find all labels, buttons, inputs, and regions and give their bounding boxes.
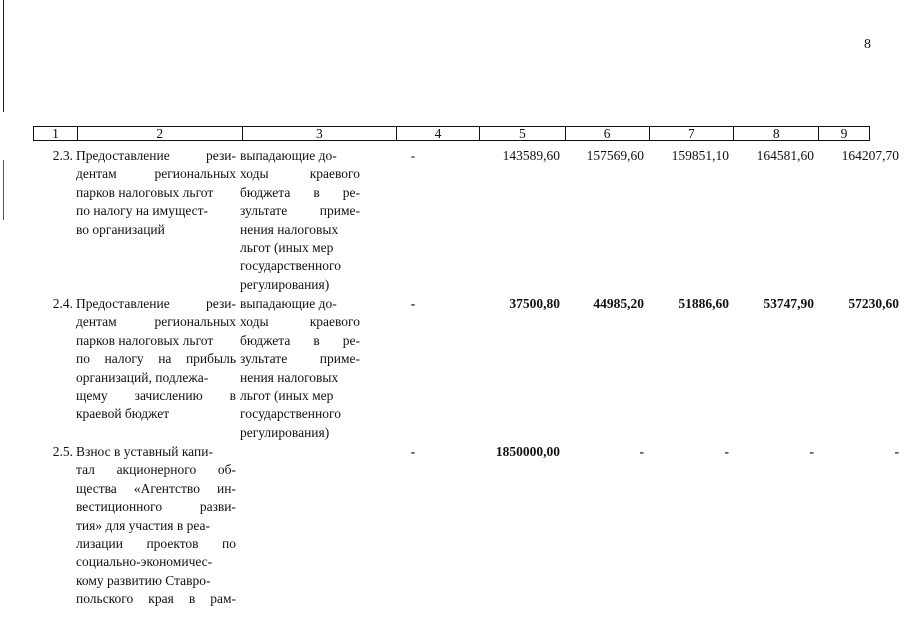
- target-line: льгот (иных мер: [240, 240, 334, 256]
- target-line: ходы краевого: [240, 166, 360, 182]
- description-line: дентам региональных: [76, 166, 236, 182]
- col9-value: 164207,70: [841, 148, 899, 163]
- col6-value: -: [639, 444, 644, 459]
- description-line: по налогу на прибыль: [76, 351, 236, 367]
- row-target-indicator: [240, 295, 360, 442]
- description-line: во организаций: [76, 221, 165, 237]
- target-line: выпадающие до-: [240, 148, 337, 163]
- row-target-indicator: [240, 147, 360, 294]
- col5-value: 143589,60: [502, 148, 560, 163]
- target-line: регулирования): [240, 424, 330, 440]
- row-number: 2.5.: [52, 444, 73, 459]
- col6-value: 157569,60: [586, 148, 644, 163]
- col7-value: 51886,60: [678, 296, 729, 311]
- description-line: дентам региональных: [76, 314, 236, 330]
- col8-value: -: [809, 444, 814, 459]
- col8-value: 53747,90: [763, 296, 814, 311]
- table-header-row: [33, 126, 870, 141]
- description-line: кому развитию Ставро-: [76, 572, 211, 588]
- target-line: государственного: [240, 406, 341, 422]
- description-line: социально-экономичес-: [76, 554, 213, 570]
- target-line: бюджета в ре-: [240, 184, 360, 200]
- description-line: парков налоговых льгот: [76, 184, 214, 200]
- description-line: лизации проектов по: [76, 536, 236, 552]
- description-line: вестиционного разви-: [76, 499, 236, 515]
- col7-value: 159851,10: [671, 148, 729, 163]
- col4-value: -: [410, 148, 416, 163]
- col6-value: 44985,20: [593, 296, 644, 311]
- description-line: по налогу на имущест-: [76, 203, 209, 219]
- target-line: государственного: [240, 258, 341, 274]
- description-line: тал акционерного об-: [76, 462, 236, 478]
- col7-value: -: [724, 444, 729, 459]
- col8-value: 164581,60: [756, 148, 814, 163]
- col5-value: 1850000,00: [495, 444, 560, 459]
- target-line: зультате приме-: [240, 203, 360, 219]
- col5-value: 37500,80: [509, 296, 560, 311]
- header-cell-2: 2: [77, 127, 242, 140]
- col9-value: -: [894, 444, 899, 459]
- header-cell-7: 7: [649, 127, 734, 140]
- header-cell-9: 9: [818, 127, 869, 140]
- target-line: регулирования): [240, 276, 330, 292]
- description-line: Предоставление рези-: [76, 296, 236, 311]
- description-line: щества «Агентство ин-: [76, 480, 236, 496]
- description-line: Предоставление рези-: [76, 148, 236, 163]
- target-line: нения налоговых: [240, 221, 339, 237]
- header-cell-8: 8: [733, 127, 818, 140]
- header-cell-3: 3: [242, 127, 397, 140]
- col4-value: -: [410, 296, 416, 311]
- col9-value: 57230,60: [848, 296, 899, 311]
- description-line: Взнос в уставный капи-: [76, 444, 213, 459]
- left-margin-rule-lower: [3, 160, 4, 220]
- page-number: 8: [864, 37, 871, 52]
- description-line: краевой бюджет: [76, 406, 170, 422]
- target-line: ходы краевого: [240, 314, 360, 330]
- target-line: зультате приме-: [240, 351, 360, 367]
- header-cell-1: 1: [52, 126, 59, 141]
- row-description: [76, 295, 236, 424]
- target-line: выпадающие до-: [240, 296, 337, 311]
- row-description: [76, 147, 236, 239]
- description-line: польского края в рам-: [76, 591, 236, 607]
- target-line: бюджета в ре-: [240, 332, 360, 348]
- target-line: льгот (иных мер: [240, 388, 334, 404]
- target-line: нения налоговых: [240, 369, 339, 385]
- header-cell-5: 5: [479, 127, 565, 140]
- header-cell-4: 4: [396, 127, 479, 140]
- description-line: парков налоговых льгот: [76, 332, 214, 348]
- left-margin-rule: [3, 0, 4, 112]
- description-line: организаций, подлежа-: [76, 369, 209, 385]
- col4-value: -: [410, 444, 416, 459]
- row-number: 2.4.: [52, 296, 73, 311]
- row-number: 2.3.: [52, 148, 73, 163]
- row-description: [76, 443, 236, 609]
- header-cell-6: 6: [565, 127, 649, 140]
- description-line: щему зачислению в: [76, 388, 236, 404]
- description-line: тия» для участия в реа-: [76, 517, 211, 533]
